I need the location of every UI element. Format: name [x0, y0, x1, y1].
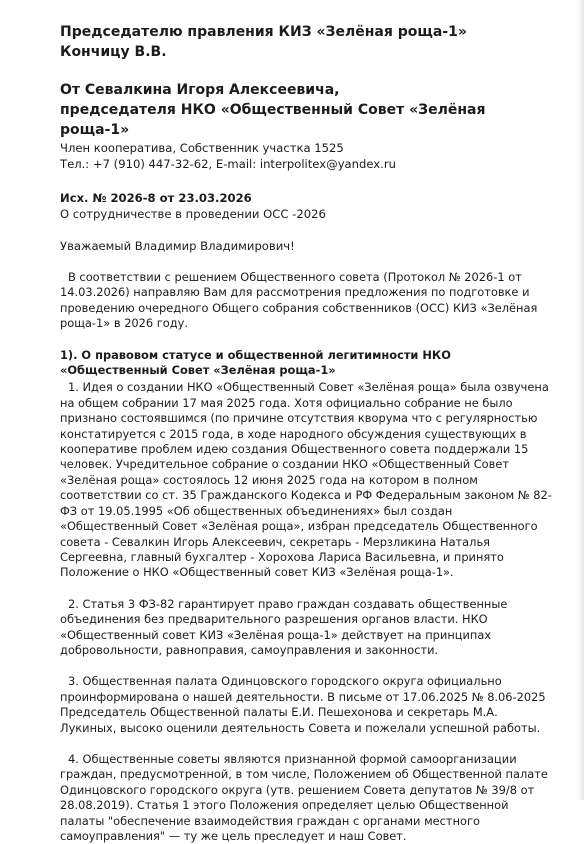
- greeting: Уважаемый Владимир Владимирович!: [60, 239, 295, 253]
- outgoing-subject: О сотрудничестве в проведении ОСС -2026: [60, 207, 326, 221]
- section-1-paragraph-4: 4. Общественные советы являются признанной формой самоорганизации граждан, предусмотренной, в том числе, Положением об Общественной палате Одинцовского городского округа (утв. решением Совета депутатов № 39/8 от 28.08.2019). Статья 1 этого Положения определяет целью Общественной палаты "обеспечение взаимодействия граждан с органами местного самоуправления" — ту же цель преследует и наш Совет.: [60, 751, 548, 843]
- section-1-paragraph-1: 1. Идея о создании НКО «Общественный Совет «Зелёная роща» была озвучена на общем собрании 17 мая 2025 года. Хотя официально собрание не было признано состоявшимся (по причине отсутствия кворума что с регулярностью констатируется с 2015 года, в ходе народного обсуждения существующих в кооперативе проблем идею создания Общественного совета поддержали 15 человек. Учредительное собрание о создании НКО «Общественный Совет «Зелёная роща» состоялось 12 июня 2025 года на котором в полном соответствии со ст. 35 Гражданского Кодекса и РФ Федеральным законом № 82-ФЗ от 19.05.1995 «Об общественных объединениях» был создан «Общественный Совет «Зелёная роща», избран председатель Общественного совета - Севалкин Игорь Алексеевич, секретарь - Мерзликина Наталья Сергеевна, главный бухгалтер - Хорохова Лариса Васильевна, и принято Положение о НКО «Общественный совет КИЗ «Зелёная роща-1».: [60, 380, 552, 580]
- section-1-paragraph-2: 2. Статья 3 ФЗ-82 гарантирует право граждан создавать общественные объединения без предварительного разрешения органов власти. НКО «Общественный совет КИЗ «Зелёная роща-1» действует на принципах добровольности, равноправия, самоуправления и законности.: [60, 596, 508, 657]
- recipient-line-2: Кончицу В.В.: [60, 44, 167, 60]
- sender-contacts: Тел.: +7 (910) 447-32-62, E-mail: interpolitex@yandex.ru: [60, 157, 396, 171]
- sender-line-2: председателя НКО «Общественный Совет «Зелёная роща-1»: [60, 102, 486, 138]
- section-1-heading: 1). О правовом статусе и общественной легитимности НКО «Общественный Совет «Зелёная роща-1»: [60, 347, 451, 378]
- recipient-line-1: Председателю правления КИЗ «Зелёная роща-1»: [60, 24, 467, 40]
- intro-paragraph: В соответствии с решением Общественного совета (Протокол № 2026-1 от 14.03.2026) направляю Вам для рассмотрения предложения по подготовке и проведению очередного Общего собрания собственников (ОСС) КИЗ «Зелёная роща-1» в 2026 году.: [60, 270, 538, 331]
- sender-line-1: От Севалкина Игоря Алексеевича,: [60, 82, 340, 98]
- section-1-paragraph-3: 3. Общественная палата Одинцовского городского округа официально проинформирована о нашей деятельности. В письме от 17.06.2025 № 8.06-2025 Председатель Общественной палаты Е.И. Пешехонова и секретарь М.А. Лукиных, высоко оценили деятельность Совета и пожелали успешной работы.: [60, 674, 546, 735]
- scan-edge-shadow: [578, 0, 584, 800]
- outgoing-number: Исх. № 2026-8 от 23.03.2026: [60, 191, 252, 205]
- sender-membership: Член кооператива, Собственник участка 1525: [60, 141, 344, 155]
